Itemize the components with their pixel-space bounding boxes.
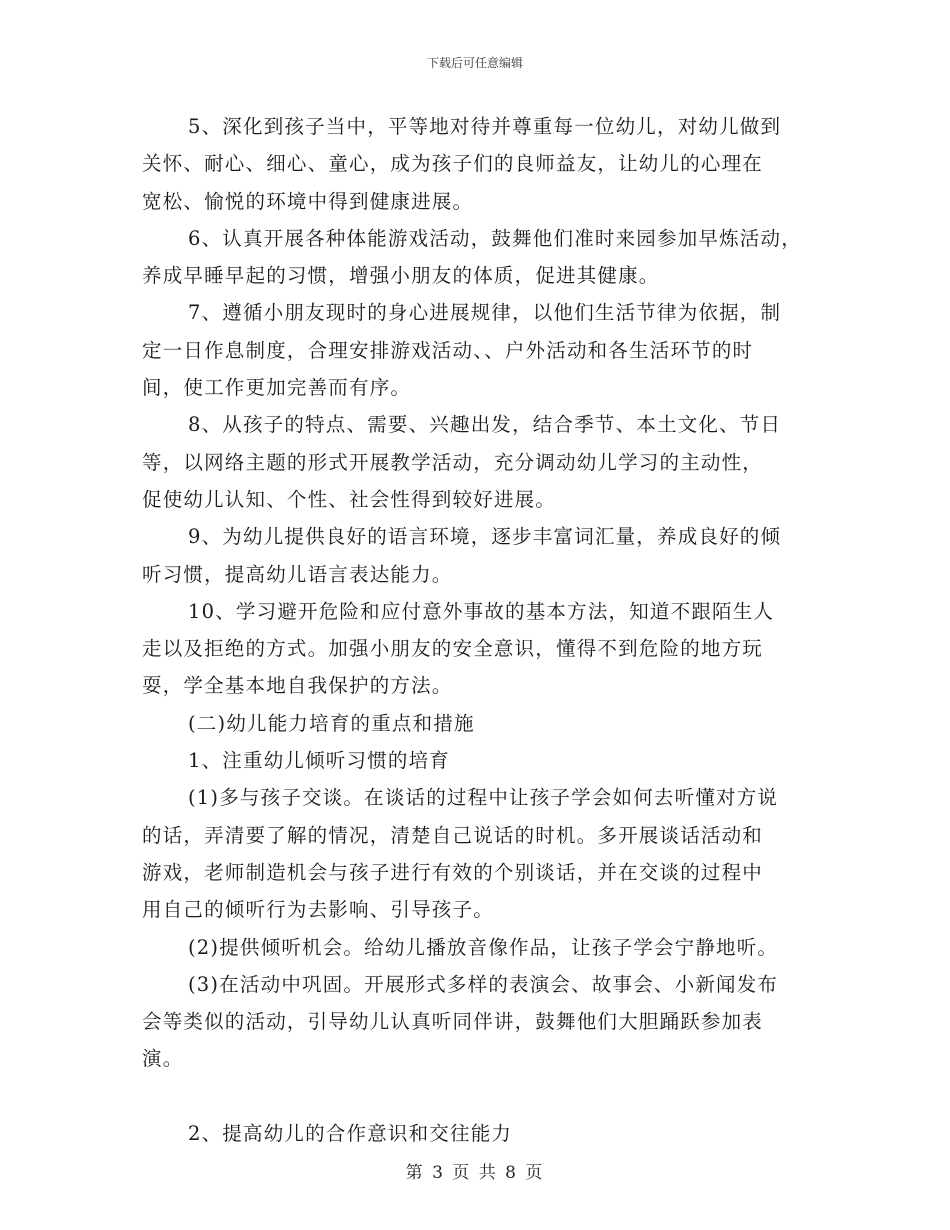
text-line: 宽松、愉悦的环境中得到健康进展。 [142,189,474,213]
text-line: (二)幼儿能力培育的重点和措施 [188,711,475,735]
text-line: 9、为幼儿提供良好的语言环境，逐步丰富词汇量，养成良好的倾 [188,525,782,549]
header-note: 下载后可任意编辑 [426,56,523,70]
text-line: (1)多与孩子交谈。在谈话的过程中让孩子学会如何去听懂对方说 [188,786,779,810]
text-line: 关怀、耐心、细心、童心，成为孩子们的良师益友，让幼儿的心理在 [142,152,764,176]
page-footer: 第 3 页 共 8 页 [405,1163,545,1183]
text-line: 养成早睡早起的习惯，增强小朋友的体质，促进其健康。 [142,264,660,288]
text-line: 演。 [142,1047,184,1071]
text-line: 10、学习避开危险和应付意外事故的基本方法，知道不跟陌生人 [188,599,775,623]
text-line: 会等类似的活动，引导幼儿认真听同伴讲，鼓舞他们大胆踊跃参加表 [142,1010,764,1034]
text-line: 间，使工作更加完善而有序。 [142,376,412,400]
text-line: 耍，学全基本地自我保护的方法。 [142,674,453,698]
text-line: 的话，弄清要了解的情况，清楚自己说话的时机。多开展谈话活动和 [142,823,764,847]
text-line: 5、深化到孩子当中，平等地对待并尊重每一位幼儿，对幼儿做到 [188,115,782,138]
text-line: 8、从孩子的特点、需要、兴趣出发，结合季节、本土文化、节日 [188,413,782,437]
text-line: 定一日作息制度，合理安排游戏活动、、户外活动和各生活环节的时 [142,338,754,362]
text-line: 用自己的倾听行为去影响、引导孩子。 [142,898,494,922]
text-line: 游戏，老师制造机会与孩子进行有效的个别谈话，并在交谈的过程中 [142,860,764,884]
text-line [142,1078,822,1115]
text-line: 走以及拒绝的方式。加强小朋友的安全意识，懂得不到危险的地方玩 [142,637,764,661]
text-line: (2)提供倾听机会。给幼儿播放音像作品，让孩子学会宁静地听。 [188,935,779,959]
text-line: 等，以网络主题的形式开展教学活动，充分调动幼儿学习的主动性， [142,450,764,474]
text-line: 1、注重幼儿倾听习惯的培育 [188,749,451,773]
document-body [142,108,822,1152]
text-line: 6、认真开展各种体能游戏活动，鼓舞他们准时来园参加早炼活动， [188,226,802,250]
text-line: (3)在活动中巩固。开展形式多样的表演会、故事会、小新闻发布 [188,972,779,996]
text-line: 7、遵循小朋友现时的身心进展规律，以他们生活节律为依据，制 [188,301,782,325]
text-line: 促使幼儿认知、个性、社会性得到较好进展。 [142,487,557,511]
text-line: 2、提高幼儿的合作意识和交往能力 [188,1122,513,1146]
text-line: 听习惯，提高幼儿语言表达能力。 [142,562,453,586]
